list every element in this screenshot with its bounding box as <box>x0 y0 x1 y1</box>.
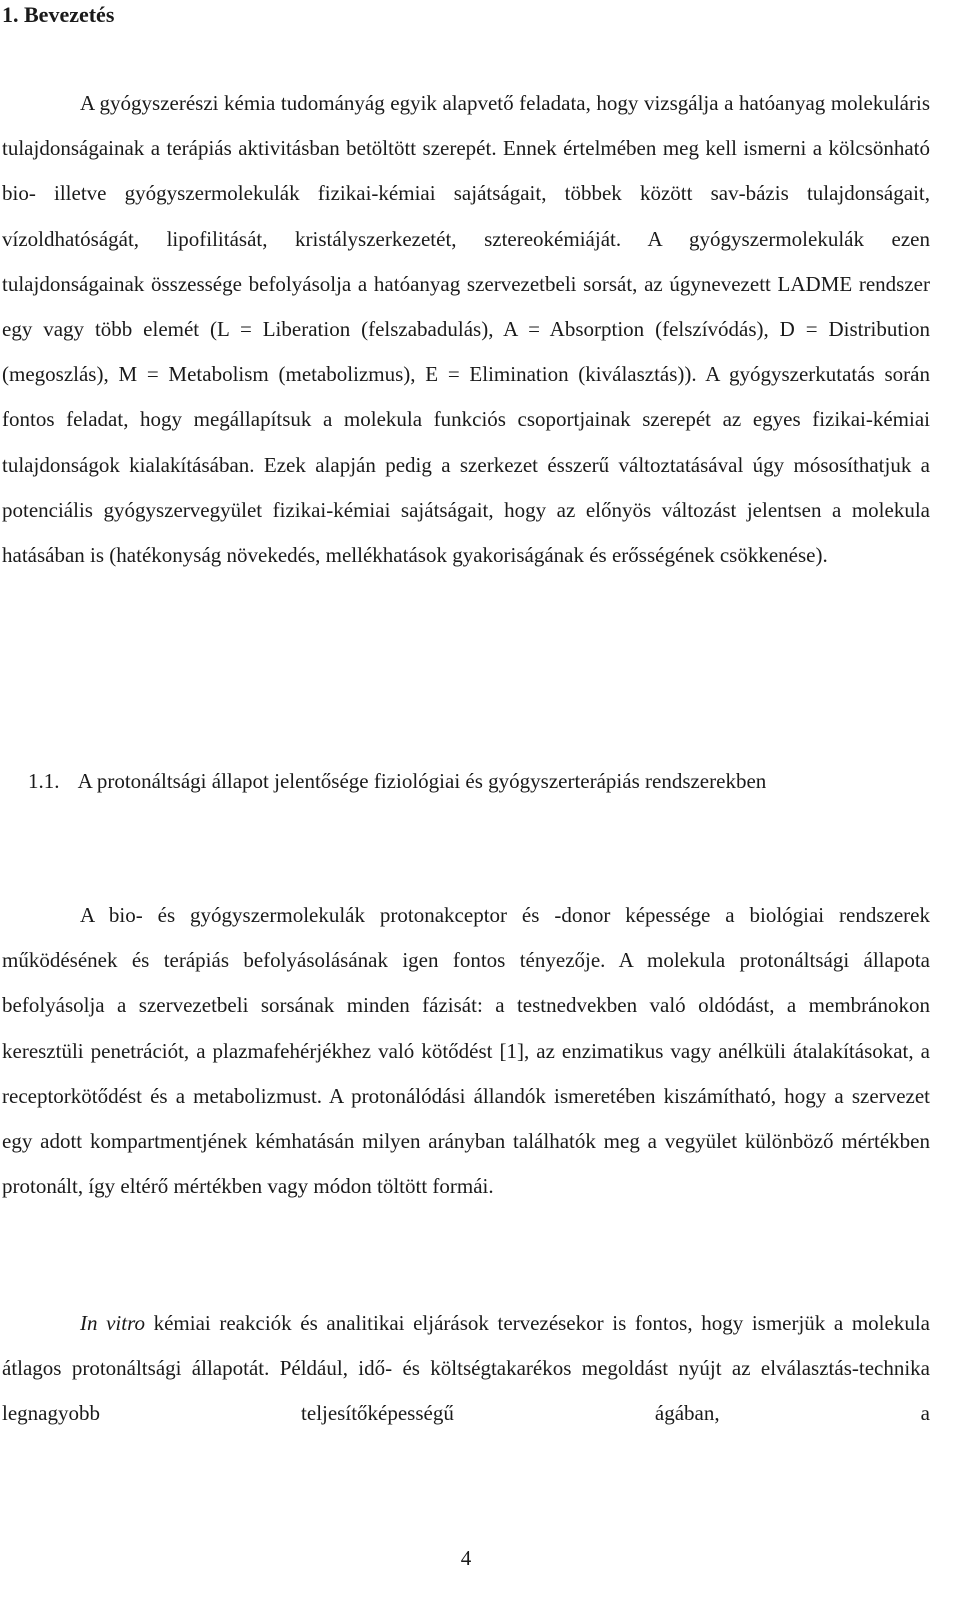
paragraph-in-vitro-text: kémiai reakciók és analitikai eljárások tervezésekor is fontos, hogy ismerjük a molekula átlagos protonáltsági állapotát. Például, idő- és költségtakarékos megoldást nyújt az elválasztás-technika legnagyobb teljesítőképességű ágában, a <box>2 1311 930 1426</box>
chapter-heading: 1. Bevezetés <box>2 2 115 27</box>
paragraph-protonation: A bio- és gyógyszermolekulák protonakceptor és -donor képessége a biológiai rendszerek működésének és terápiás befolyásolásának igen fontos tényezője. A molekula protonáltsági állapota befolyásolja a szervezetbeli sorsának minden fázisát: a testnedvekben való oldódást, a membránokon keresztüli penetrációt, a plazmafehérjékhez való kötődést [1], az enzimatikus vagy anélküli átalakításokat, a receptorkötődést és a metabolizmust. A protonálódási állandók ismeretében kiszámítható, hogy a szervezet egy adott kompartmentjének kémhatásán milyen arányban találhatók meg a vegyület különböző mértékben protonált, így eltérő mértékben vagy módon töltött formái. <box>2 903 930 1199</box>
page-number: 4 <box>460 1546 472 1570</box>
italic-lead-text: In vitro <box>80 1311 145 1335</box>
section-title: A protonáltsági állapot jelentősége fiziológiai és gyógyszerterápiás rendszerekben <box>77 769 767 793</box>
section-number: 1.1. <box>28 769 60 793</box>
section-heading <box>28 759 930 804</box>
paragraph-in-vitro <box>2 1301 930 1437</box>
paragraph-introduction: A gyógyszerészi kémia tudományág egyik alapvető feladata, hogy vizsgálja a hatóanyag molekuláris tulajdonságainak a terápiás aktivitásban betöltött szerepét. Ennek értelmében meg kell ismerni a kölcsönható bio- illetve gyógyszermolekulák fizikai-kémiai sajátságait, többek között sav-bázis tulajdonságait, vízoldhatóságát, lipofilitását, kristályszerkezetét, sztereokémiáját. A gyógyszermolekulák ezen tulajdonságainak összessége befolyásolja a hatóanyag szervezetbeli sorsát, az úgynevezett LADME rendszer egy vagy több elemét (L = Liberation (felszabadulás), A = Absorption (felszívódás), D = Distribution (megoszlás), M = Metabolism (metabolizmus), E = Elimination (kiválasztás)). A gyógyszerkutatás során fontos feladat, hogy megállapítsuk a molekula funkciós csoportjainak szerepét az egyes fizikai-kémiai tulajdonságok kialakításában. Ezek alapján pedig a szerkezet ésszerű változtatásával úgy mósosíthatjuk a potenciális gyógyszervegyület fizikai-kémiai sajátságait, hogy az előnyös változást jelentsen a molekula hatásában is (hatékonyság növekedés, mellékhatások gyakoriságának és erősségének csökkenése). <box>2 91 930 568</box>
